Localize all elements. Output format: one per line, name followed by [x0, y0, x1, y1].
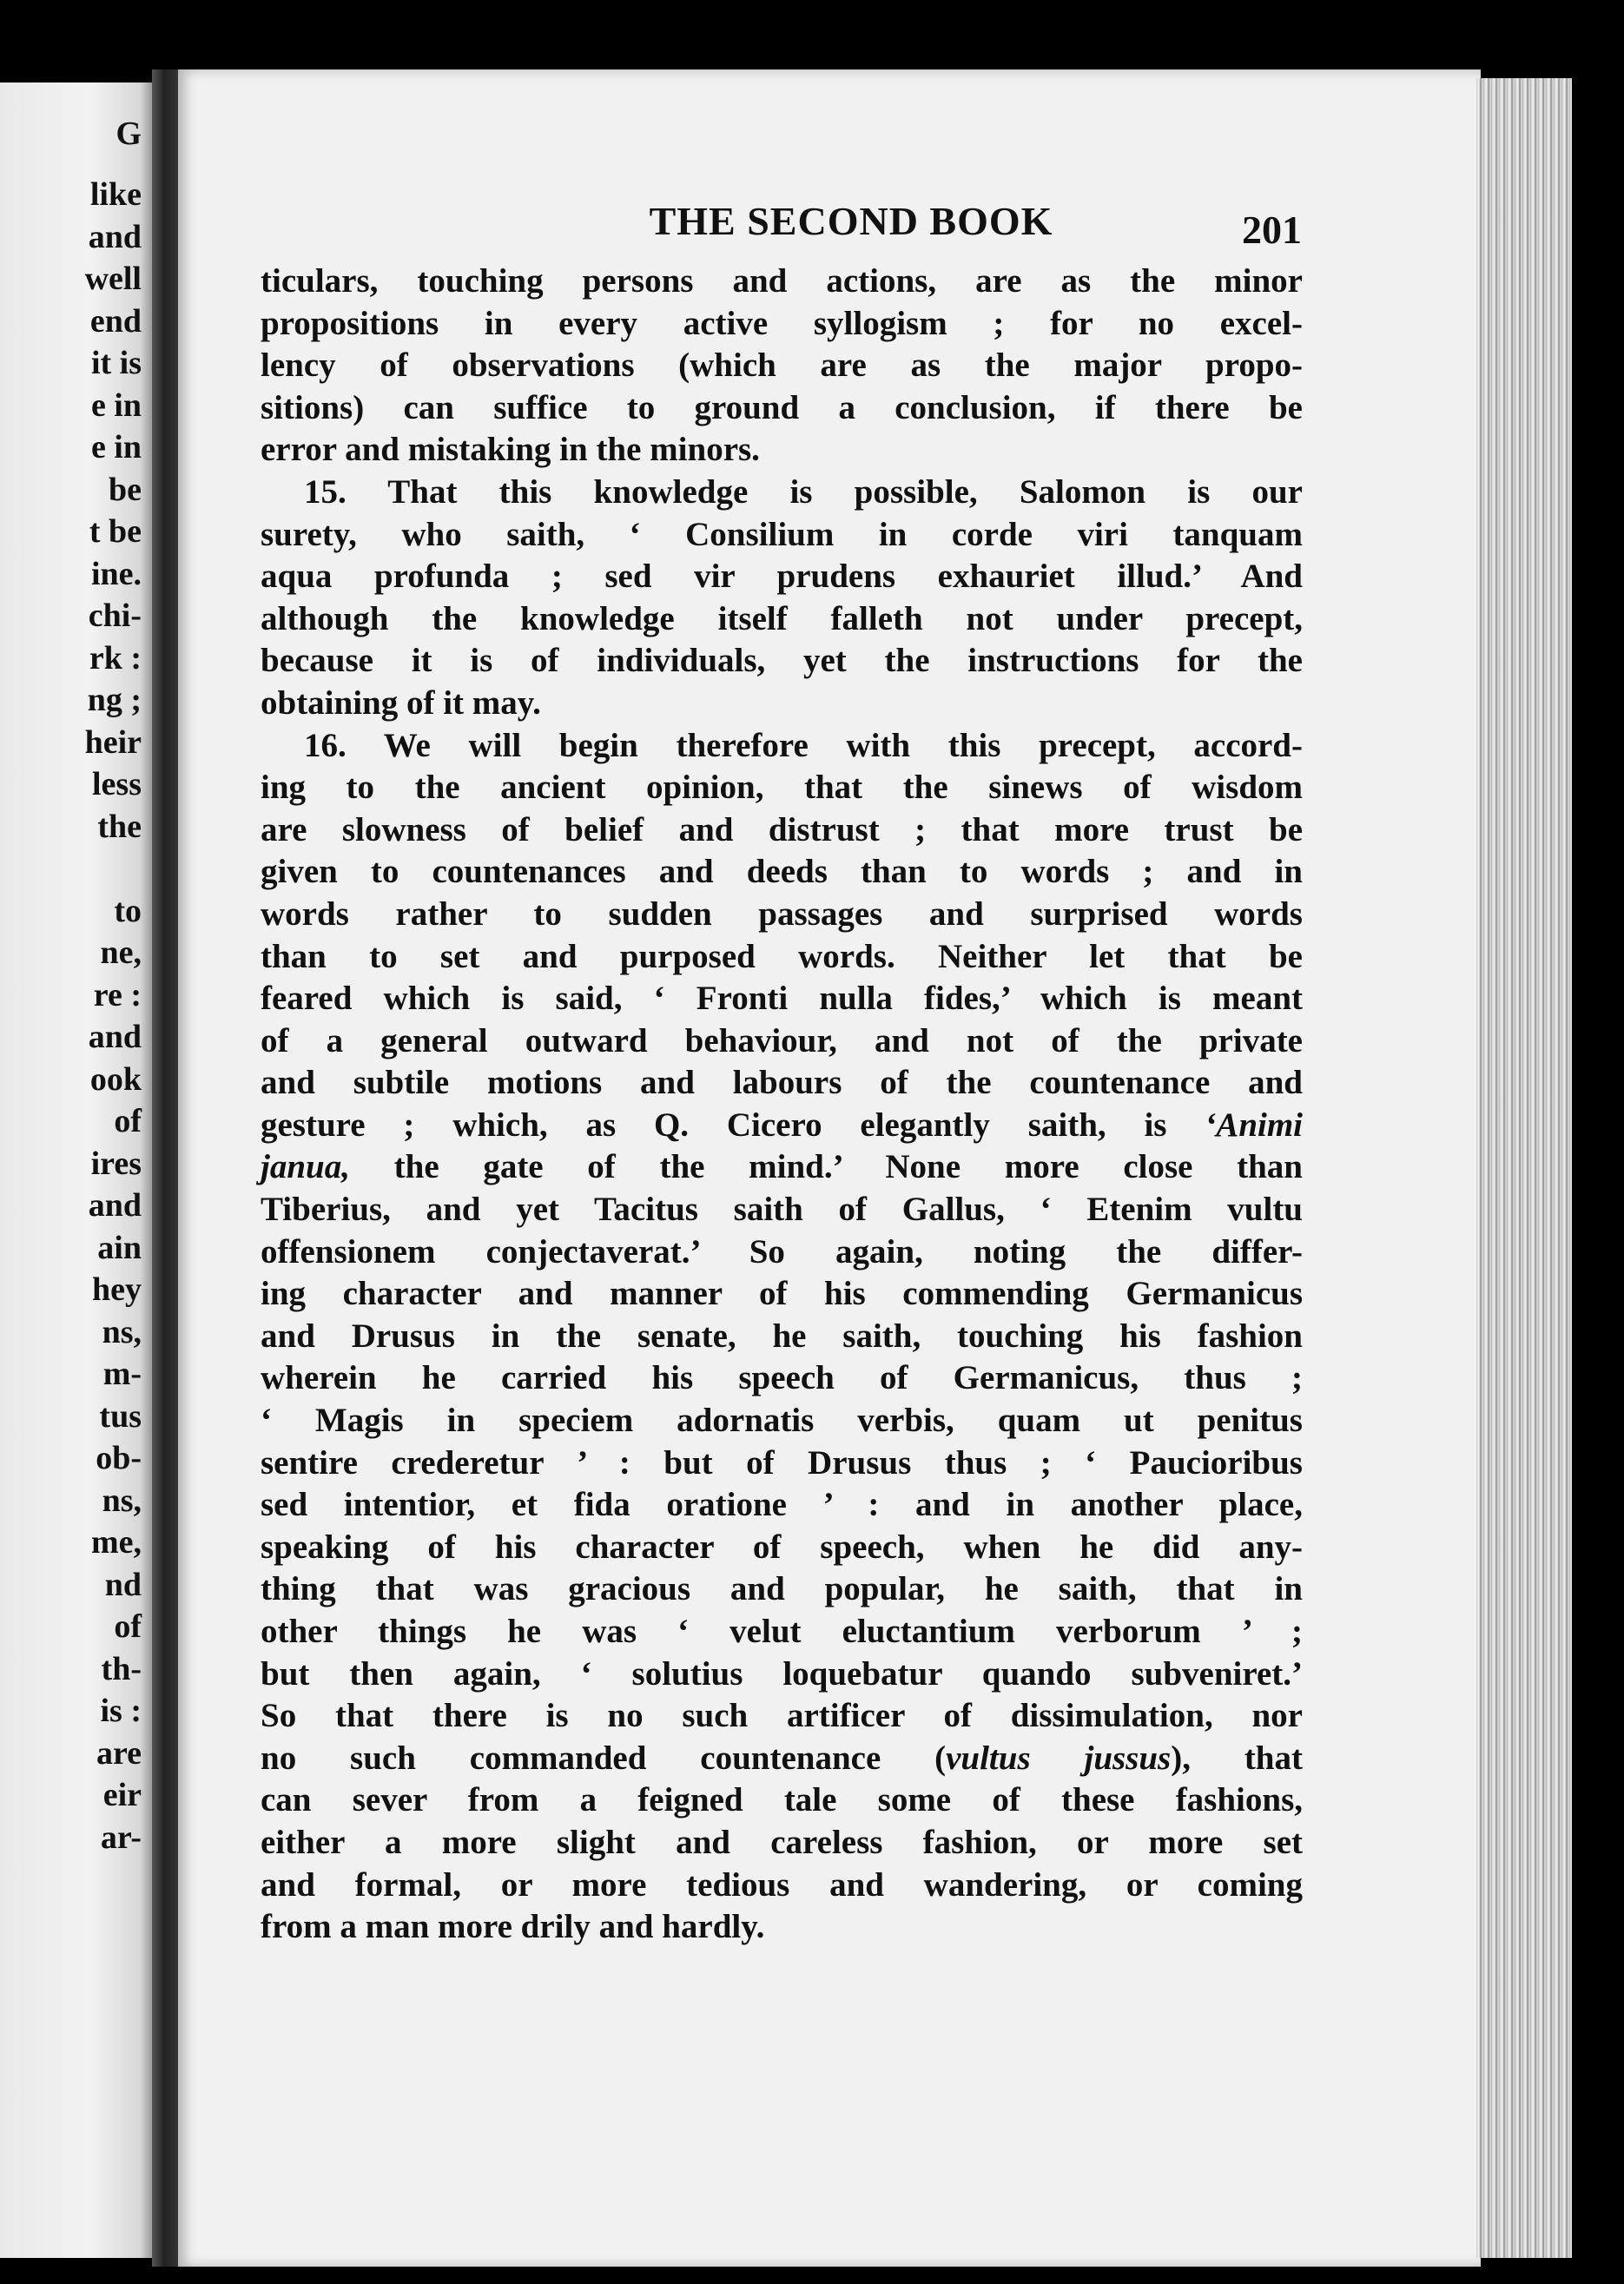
text-line: thing that was gracious and popular, he saith, that in [261, 1570, 1303, 1608]
text-line: ticulars, touching persons and actions, are as the minor [261, 262, 1303, 300]
previous-page-fragment: to [114, 892, 142, 929]
previous-page-fragment: well [84, 261, 142, 297]
text-line: and subtile motions and labours of the countenance and [261, 1064, 1303, 1102]
text-line: propositions in every active syllogism ; for no excel- [261, 304, 1303, 342]
previous-page-fragment: eir [102, 1777, 142, 1813]
text-line: wherein he carried his speech of Germanicus, thus ; [261, 1359, 1303, 1397]
previous-page-fragment: nd [104, 1566, 142, 1603]
text-line: either a more slight and careless fashion, or more set [261, 1823, 1303, 1861]
previous-page-fragment: me, [90, 1524, 142, 1561]
previous-page-fragment: ns, [102, 1313, 142, 1350]
previous-page-fragment: G [116, 116, 142, 152]
text-line: sentire crederetur ’ : but of Drusus thus ; ‘ Paucioribus [261, 1443, 1303, 1482]
paragraph-16-start: 16. We will begin therefore with this precept, accord- [304, 726, 1303, 764]
text-line-part: gesture ; which, as Q. Cicero elegantly saith, is [261, 1106, 1167, 1144]
previous-page-fragment: ar- [100, 1819, 142, 1856]
previous-page-fragment: ine. [90, 555, 142, 592]
text-line-part: ), that [1171, 1739, 1303, 1777]
text-line: and Drusus in the senate, he saith, touching his fashion [261, 1317, 1303, 1355]
text-line: but then again, ‘ solutius loquebatur quando subveniret.’ [261, 1654, 1303, 1693]
text-line: other things he was ‘ velut eluctantium verborum ’ ; [261, 1613, 1303, 1650]
text-line: obtaining of it may. [261, 683, 541, 722]
previous-page-fragment: th- [101, 1650, 142, 1687]
previous-page-fragment: ns, [102, 1482, 142, 1519]
text-line-part: no such commanded countenance ( [261, 1739, 947, 1777]
previous-page-fragment: re : [93, 976, 142, 1013]
text-line: surety, who saith, ‘ Consilium in corde viri tanquam [261, 515, 1303, 553]
italic-vultus-jussus: vultus jussus [946, 1739, 1172, 1777]
text-line: ing to the ancient opinion, that the sinews of wisdom [261, 769, 1303, 807]
previous-page-fragment: ook [89, 1060, 142, 1098]
previous-page-fragment: t be [89, 513, 142, 550]
previous-page-fragment: ne, [100, 934, 142, 971]
text-line: because it is of individuals, yet the instructions for the [261, 642, 1303, 680]
text-line: Tiberius, and yet Tacitus saith of Gallus, ‘ Etenim vultu [261, 1191, 1303, 1229]
previous-page-fragment: e in [90, 386, 142, 424]
previous-page-fragment: e in [90, 429, 142, 465]
text-line: ‘ Magis in speciem adornatis verbis, quam ut penitus [261, 1402, 1303, 1440]
text-line: are slowness of belief and distrust ; that more trust be [261, 810, 1303, 848]
text-line [261, 1738, 1303, 1780]
previous-page-fragment: are [96, 1734, 142, 1772]
previous-page-fragment: and [88, 218, 142, 255]
text-line: ing character and manner of his commending Germanicus [261, 1275, 1303, 1313]
text-line: error and mistaking in the minors. [261, 431, 760, 469]
text-line: words rather to sudden passages and surprised words [261, 894, 1303, 933]
text-line [261, 1105, 1303, 1147]
text-line: can sever from a feigned tale some of these fashions, [261, 1781, 1303, 1819]
text-line: from a man more drily and hardly. [261, 1908, 765, 1946]
previous-page-fragment: of [114, 1103, 142, 1139]
previous-page-fragment: ng ; [87, 682, 142, 718]
text-line: feared which is said, ‘ Fronti nulla fides,’ which is meant [261, 980, 1303, 1018]
previous-page-fragment: rk : [89, 639, 142, 677]
text-line [261, 1146, 1303, 1189]
text-line: than to set and purposed words. Neither let that be [261, 937, 1303, 975]
text-line: although the knowledge itself falleth not under precept, [261, 599, 1303, 637]
italic-animi: ‘Animi [1205, 1106, 1304, 1144]
previous-page [0, 83, 152, 2258]
previous-page-fragment: heir [84, 723, 142, 761]
previous-page-fragment: ires [90, 1145, 142, 1182]
text-line: and formal, or more tedious and wandering, or coming [261, 1865, 1303, 1904]
previous-page-fragment: and [88, 1187, 142, 1224]
text-line-part: the gate of the mind.’ None more close than [349, 1148, 1303, 1186]
text-line: So that there is no such artificer of dissimulation, nor [261, 1697, 1303, 1735]
text-line: given to countenances and deeds than to words ; and in [261, 853, 1303, 891]
running-head: THE SECOND BOOK [649, 199, 1053, 243]
previous-page-fragment: m- [102, 1356, 142, 1392]
text-line: offensionem conjectaverat.’ So again, noting the differ- [261, 1232, 1303, 1271]
previous-page-fragment: tus [99, 1397, 142, 1435]
previous-page-fragment: of [114, 1608, 142, 1645]
text-line: sitions) can suffice to ground a conclusion, if there be [261, 388, 1303, 426]
body-text [261, 261, 1303, 1949]
previous-page-fragment: less [92, 766, 142, 802]
previous-page-fragment: chi- [88, 597, 142, 634]
page-edges [1476, 78, 1572, 2258]
previous-page-fragment: end [89, 302, 142, 340]
paragraph-15-start: 15. That this knowledge is possible, Salomon is our [304, 472, 1303, 511]
text-line: lency of observations (which are as the major propo- [261, 347, 1303, 385]
previous-page-fragment: like [89, 176, 142, 213]
text-line: sed intentior, et fida oratione ’ : and in another place, [261, 1486, 1303, 1524]
previous-page-fragment: ob- [96, 1440, 142, 1476]
text-line: aqua profunda ; sed vir prudens exhauriet illud.’ And [261, 558, 1303, 596]
previous-page-fragment: hey [92, 1271, 142, 1308]
previous-page-fragment: the [97, 808, 142, 845]
previous-page-fragment: is : [100, 1693, 142, 1729]
previous-page-fragment: and [88, 1019, 142, 1055]
text-line: speaking of his character of speech, when he did any- [261, 1528, 1303, 1566]
previous-page-fragment: be [109, 471, 142, 508]
italic-janua: janua, [261, 1148, 350, 1186]
previous-page-fragment: ain [97, 1229, 142, 1266]
page-number: 201 [1242, 208, 1302, 252]
previous-page-fragment: it is [90, 345, 142, 381]
text-line: of a general outward behaviour, and not of the private [261, 1021, 1303, 1059]
